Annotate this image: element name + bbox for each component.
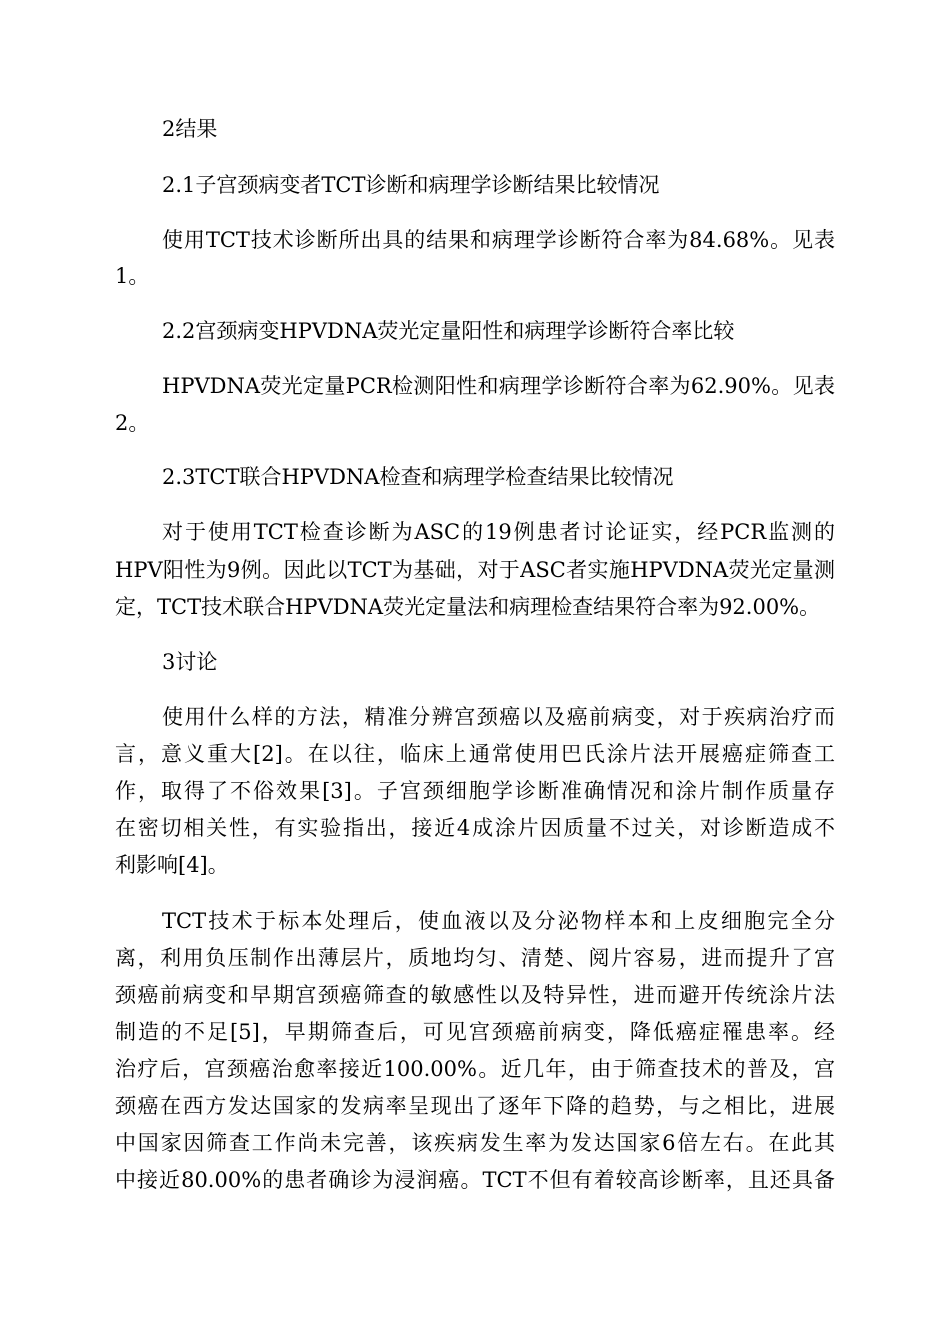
paragraph-line: 中国家因筛查工作尚未完善，该疾病发生率为发达国家6倍左右。在此其	[115, 1131, 835, 1155]
paragraph-line: 使用什么样的方法，精准分辨宫颈癌以及癌前病变，对于疾病治疗而	[162, 705, 835, 729]
paragraph-line: 定，TCT技术联合HPVDNA荧光定量法和病理检查结果符合率为92.00%。	[115, 595, 821, 619]
section-heading-results: 2结果	[162, 117, 218, 141]
paragraph-line: 在密切相关性，有实验指出，接近4成涂片因质量不过关，对诊断造成不	[115, 816, 835, 840]
subsection-heading-2-1: 2.1子宫颈病变者TCT诊断和病理学诊断结果比较情况	[162, 173, 660, 197]
subsection-heading-2-3: 2.3TCT联合HPVDNA检查和病理学检查结果比较情况	[162, 465, 674, 489]
paragraph-line: 对于使用TCT检查诊断为ASC的19例患者讨论证实，经PCR监测的	[162, 520, 835, 544]
paragraph-line: 言，意义重大[2]。在以往，临床上通常使用巴氏涂片法开展癌症筛查工	[115, 742, 835, 766]
paragraph-line: 作，取得了不俗效果[3]。子宫颈细胞学诊断准确情况和涂片制作质量存	[115, 779, 835, 803]
paragraph-line: 颈癌在西方发达国家的发病率呈现出了逐年下降的趋势，与之相比，进展	[115, 1094, 835, 1118]
paragraph-line: 中接近80.00%的患者确诊为浸润癌。TCT不但有着较高诊断率，且还具备	[115, 1168, 835, 1192]
paragraph-line: HPVDNA荧光定量PCR检测阳性和病理学诊断符合率为62.90%。见表	[162, 374, 835, 398]
paragraph-line: 利影响[4]。	[115, 853, 229, 877]
paragraph-line: 制造的不足[5]，早期筛查后，可见宫颈癌前病变，降低癌症罹患率。经	[115, 1020, 835, 1044]
paragraph-line: 使用TCT技术诊断所出具的结果和病理学诊断符合率为84.68%。见表	[162, 228, 835, 252]
paragraph-line: HPV阳性为9例。因此以TCT为基础，对于ASC者实施HPVDNA荧光定量测	[115, 558, 835, 582]
paragraph-line: TCT技术于标本处理后，使血液以及分泌物样本和上皮细胞完全分	[162, 909, 835, 933]
paragraph-line: 2。	[115, 411, 150, 435]
paragraph-line: 治疗后，宫颈癌治愈率接近100.00%。近几年，由于筛查技术的普及，宫	[115, 1057, 835, 1081]
paragraph-line: 颈癌前病变和早期宫颈癌筛查的敏感性以及特异性，进而避开传统涂片法	[115, 983, 835, 1007]
paragraph-line: 1。	[115, 264, 150, 288]
paragraph-line: 离，利用负压制作出薄层片，质地均匀、清楚、阅片容易，进而提升了宫	[115, 946, 835, 970]
section-heading-discussion: 3讨论	[162, 650, 218, 674]
subsection-heading-2-2: 2.2宫颈病变HPVDNA荧光定量阳性和病理学诊断符合率比较	[162, 319, 735, 343]
